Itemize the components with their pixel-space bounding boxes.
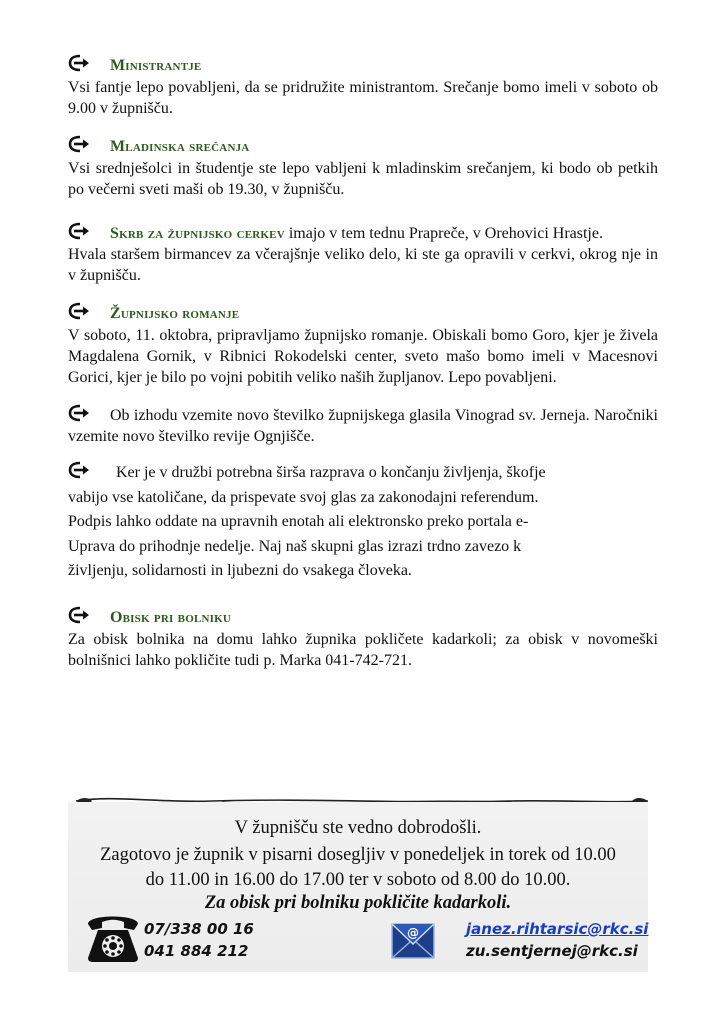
referendum-line: Podpis lahko oddate na upravnih enotah ali elektronsko preko portala e- — [68, 513, 529, 530]
referendum-line: vabijo vse katoličane, da prispevate svoj glas za zakonodajni referendum. — [68, 488, 539, 506]
footer-contact-box — [68, 802, 648, 972]
section-referendum — [68, 461, 658, 584]
section-mladinska — [68, 135, 658, 200]
section-vinograd — [68, 404, 658, 447]
section-heading: Župnijsko romanje — [110, 305, 240, 322]
phone-numbers — [144, 918, 254, 962]
phone-number: 07/338 00 16 — [144, 920, 254, 938]
section-body-thanks: Hvala staršem birmancev za včerajšnje veliko delo, ki ste ga opravili v cerkvi, okrog nje in v župnišču. — [68, 246, 658, 284]
arrow-bullet-icon — [68, 54, 92, 72]
footer-hours-line2: do 11.00 in 16.00 do 17.00 ter v soboto od 8.00 do 10.00. — [145, 870, 571, 890]
referendum-line: Uprava do prihodnje nedelje. Naj naš skupni glas izrazi trdno zavezo k — [68, 537, 522, 555]
bulletin-content — [68, 54, 658, 671]
section-skrb — [68, 222, 658, 286]
section-ministrantje — [68, 54, 658, 119]
section-heading: Mladinska srečanja — [110, 138, 250, 155]
section-heading: Ministrantje — [110, 57, 202, 74]
arrow-bullet-icon — [68, 222, 92, 240]
arrow-bullet-icon — [68, 135, 92, 153]
section-inline-text: Ob izhodu vzemite novo številko župnijskega glasila Vinograd sv. Jerneja. Naročniki vzemite novo številko revije Ognjišče. — [68, 407, 658, 445]
footer-hours-line1: Zagotovo je župnik v pisarni dosegljiv v ponedeljek in torek od 10.00 — [100, 845, 616, 865]
email-addresses — [466, 918, 648, 962]
email-link[interactable]: janez.rihtarsic@rkc.si — [466, 920, 649, 938]
footer-sick-visit: Za obisk pri bolniku pokličite kadarkoli. — [204, 893, 512, 913]
section-obisk — [68, 606, 658, 671]
footer-welcome: V župnišču ste vedno dobrodošli. — [234, 818, 482, 838]
svg-text:@: @ — [407, 926, 419, 940]
referendum-line: Ker je v družbi potrebna širša razprava o končanju življenja, škofje — [116, 464, 546, 481]
section-romanje — [68, 302, 658, 388]
arrow-bullet-icon — [68, 461, 92, 479]
section-body: Vsi fantje lepo povabljeni, da se pridružite ministrantom. Srečanje bomo imeli v soboto ob 9.00 v župnišču. — [68, 79, 658, 117]
arrow-bullet-icon — [68, 606, 92, 624]
section-body: Za obisk bolnika na domu lahko župnika pokličete kadarkoli; za obisk v novomeški bolnišnici lahko pokličite tudi p. Marka 041-742-721. — [68, 630, 658, 669]
email-envelope-icon — [390, 920, 436, 964]
telephone-icon — [82, 908, 144, 964]
section-heading: Skrb za župnijsko cerkev — [110, 225, 285, 242]
email-address: zu.sentjernej@rkc.si — [466, 942, 638, 960]
phone-number: 041 884 212 — [144, 942, 249, 960]
referendum-line: življenju, solidarnosti in ljubezni do vsakega človeka. — [68, 562, 412, 579]
arrow-bullet-icon — [68, 302, 92, 320]
arrow-bullet-icon — [68, 404, 92, 422]
section-body: Vsi srednješolci in študentje ste lepo vabljeni k mladinskim srečanjem, ki bodo ob petkih po večerni sveti maši ob 19.30, v župnišču. — [68, 160, 658, 198]
section-inline-text: imajo v tem tednu Prapreče, v Orehovici Hrastje. — [288, 225, 603, 242]
section-heading: Obisk pri bolniku — [110, 608, 232, 626]
section-body: V soboto, 11. oktobra, pripravljamo župnijsko romanje. Obiskali bomo Goro, kjer je živela Magdalena Gornik, v Ribnici Rokodelski center, sveto mašo bomo imeli v Macesnovi Gorici, kjer je bilo po vojni pobitih veliko naših župljanov. Lepo povabljeni. — [68, 327, 658, 386]
